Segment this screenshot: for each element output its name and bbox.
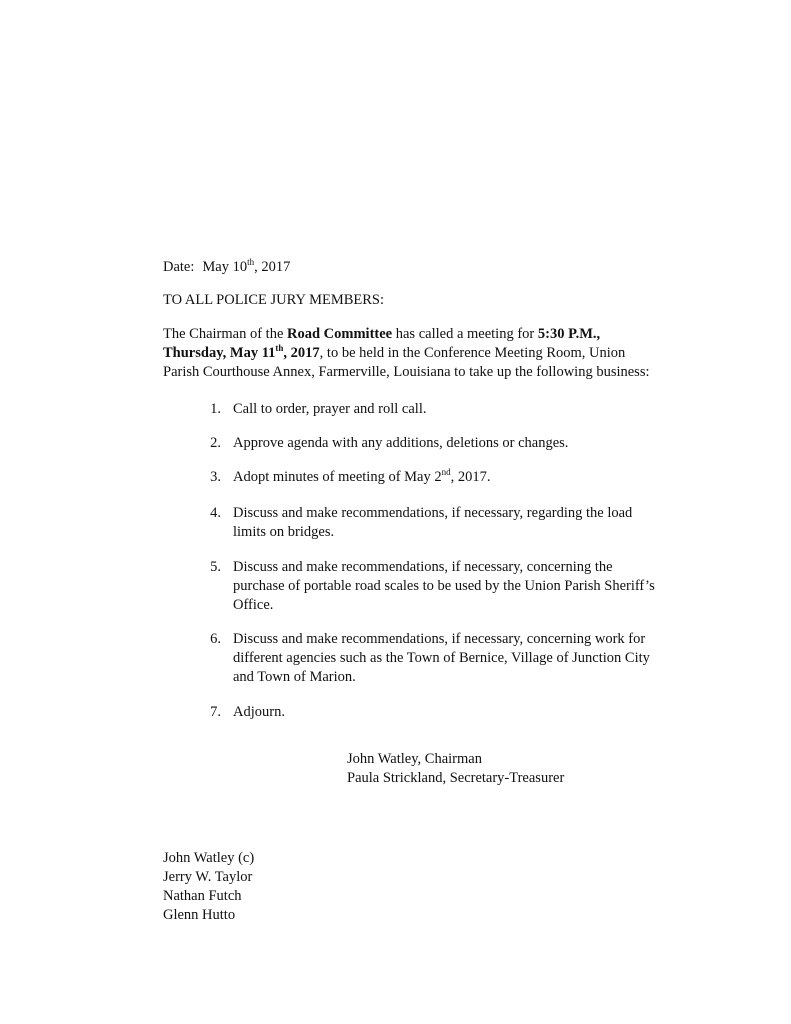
agenda-item-number: 1. (210, 401, 221, 417)
agenda-item-line: Discuss and make recommendations, if necessary, concerning the (233, 559, 613, 575)
date-value (202, 259, 290, 275)
agenda-item-line: limits on bridges. (233, 524, 335, 540)
intro-line-1 (163, 325, 650, 344)
agenda-item-line (233, 468, 490, 487)
member-name: Nathan Futch (163, 888, 242, 904)
date-value-main: May 10 (202, 259, 248, 275)
agenda-item-line: purchase of portable road scales to be used by the Union Parish Sheriff’s (233, 578, 655, 594)
agenda-item-number: 5. (210, 559, 221, 575)
agenda-item-line: Approve agenda with any additions, deletions or changes. (233, 435, 569, 451)
agenda-item-text (233, 468, 490, 487)
agenda-item-line: Office. (233, 597, 274, 613)
agenda-item-text (233, 504, 632, 542)
meeting-date-year: , 2017 (283, 345, 320, 361)
agenda-item-line: and Town of Marion. (233, 669, 356, 685)
committee-name: Road Committee (287, 326, 393, 342)
meeting-time: 5:30 P.M., (537, 326, 601, 342)
agenda-item-ordinal: nd (441, 467, 451, 477)
agenda-item-text-year: , 2017. (450, 469, 491, 485)
agenda-item-line: Discuss and make recommendations, if necessary, concerning work for (233, 631, 646, 647)
member-name: John Watley (c) (163, 850, 255, 866)
agenda-item-number: 2. (210, 435, 221, 451)
meeting-date-main: Thursday, May 11 (163, 345, 276, 361)
intro-text: has called a meeting for (392, 326, 538, 342)
agenda-item-line: Discuss and make recommendations, if necessary, regarding the load (233, 505, 633, 521)
agenda-item-number: 6. (210, 631, 221, 647)
meeting-date-ordinal: th (275, 343, 284, 353)
intro-text: The Chairman of the (163, 326, 288, 342)
agenda-item-text (233, 630, 650, 687)
secretary-signature: Paula Strickland, Secretary-Treasurer (347, 770, 565, 786)
committee-members-list (163, 849, 254, 925)
date-value-year: , 2017 (254, 259, 291, 275)
intro-paragraph (163, 325, 650, 382)
agenda-item-text (233, 400, 426, 419)
agenda-item-number: 3. (210, 469, 221, 485)
intro-line-3: Parish Courthouse Annex, Farmerville, Louisiana to take up the following business: (163, 364, 650, 380)
date-value-ordinal: th (247, 257, 255, 267)
signature-block (347, 750, 564, 788)
date-line (163, 258, 290, 277)
meeting-date (163, 345, 320, 361)
chairman-signature: John Watley, Chairman (347, 751, 482, 767)
salutation: TO ALL POLICE JURY MEMBERS: (163, 292, 385, 308)
agenda-item-line: different agencies such as the Town of Bernice, Village of Junction City (233, 650, 650, 666)
date-label: Date: (163, 259, 195, 275)
member-name: Glenn Hutto (163, 907, 236, 923)
member-name: Jerry W. Taylor (163, 869, 253, 885)
intro-line-2 (163, 344, 650, 363)
agenda-item-line: Call to order, prayer and roll call. (233, 401, 427, 417)
agenda-item-number: 7. (210, 704, 221, 720)
agenda-item-number: 4. (210, 505, 221, 521)
agenda-item-text (233, 703, 285, 722)
agenda-item-text (233, 558, 655, 615)
agenda-item-text-main: Adopt minutes of meeting of May 2 (233, 469, 442, 485)
intro-text: , to be held in the Conference Meeting Room, Union (319, 345, 626, 361)
agenda-item-line: Adjourn. (233, 704, 285, 720)
agenda-item-text (233, 434, 568, 453)
